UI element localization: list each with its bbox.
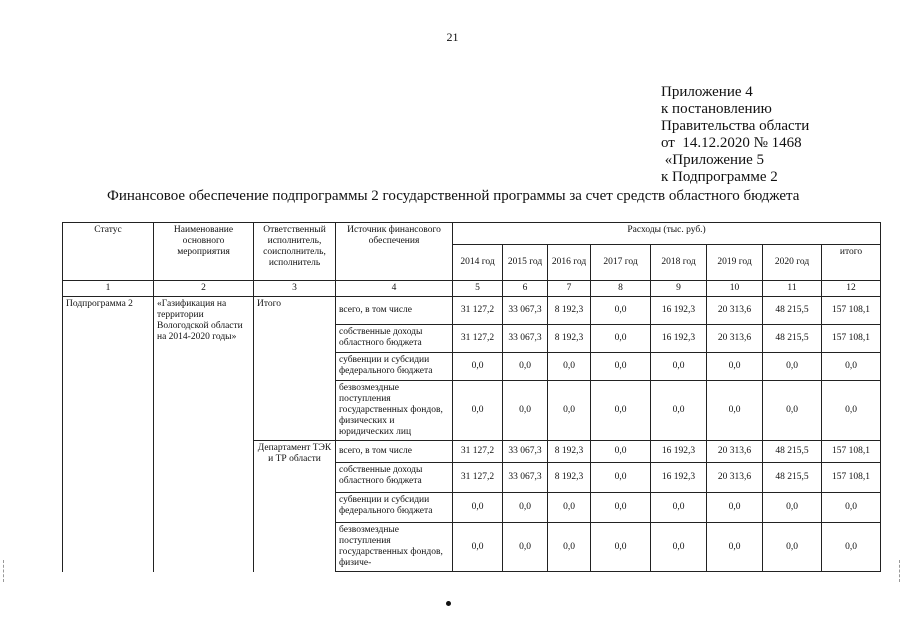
value-cell: 0,0	[707, 493, 763, 523]
appendix-line: к постановлению	[661, 101, 772, 117]
value-cell: 48 215,5	[763, 297, 822, 325]
value-cell: 0,0	[591, 523, 651, 572]
value-cell: 0,0	[591, 493, 651, 523]
column-number: 6	[503, 281, 548, 297]
header-year: 2017 год	[591, 245, 651, 281]
value-cell: 0,0	[548, 353, 591, 381]
value-cell: 0,0	[822, 523, 881, 572]
value-cell: 0,0	[548, 523, 591, 572]
value-cell: 48 215,5	[763, 441, 822, 463]
column-number: 8	[591, 281, 651, 297]
value-cell: 0,0	[453, 523, 503, 572]
column-number: 4	[336, 281, 453, 297]
value-cell: 0,0	[503, 353, 548, 381]
value-cell: 0,0	[503, 493, 548, 523]
value-cell: 48 215,5	[763, 463, 822, 493]
header-year: 2018 год	[651, 245, 707, 281]
value-cell: 0,0	[822, 353, 881, 381]
value-cell: 0,0	[453, 493, 503, 523]
source-cell: собственные доходы областного бюджета	[336, 463, 453, 493]
executor-cell: Департамент ТЭК и ТР области	[254, 441, 336, 572]
page-number: 21	[446, 30, 459, 44]
status-cell: Подпрограмма 2	[63, 297, 154, 572]
table-row	[63, 297, 881, 325]
header-year: 2016 год	[548, 245, 591, 281]
column-number: 3	[254, 281, 336, 297]
value-cell: 0,0	[707, 523, 763, 572]
value-cell: 33 067,3	[503, 441, 548, 463]
value-cell: 157 108,1	[822, 463, 881, 493]
value-cell: 31 127,2	[453, 463, 503, 493]
value-cell: 0,0	[503, 381, 548, 441]
value-cell: 8 192,3	[548, 297, 591, 325]
value-cell: 16 192,3	[651, 463, 707, 493]
header-executor: Ответственный исполнитель, соисполнитель, исполнитель	[254, 223, 336, 281]
value-cell: 0,0	[453, 353, 503, 381]
value-cell: 0,0	[763, 523, 822, 572]
value-cell: 33 067,3	[503, 325, 548, 353]
value-cell: 0,0	[651, 353, 707, 381]
source-cell: субвенции и субсидии федерального бюджета	[336, 493, 453, 523]
value-cell: 0,0	[591, 381, 651, 441]
appendix-line: от 14.12.2020 № 1468	[661, 135, 802, 151]
value-cell: 0,0	[591, 325, 651, 353]
value-cell: 20 313,6	[707, 441, 763, 463]
column-number: 5	[453, 281, 503, 297]
source-cell: собственные доходы областного бюджета	[336, 325, 453, 353]
value-cell: 0,0	[591, 353, 651, 381]
value-cell: 33 067,3	[503, 297, 548, 325]
source-cell: безвозмездные поступления государственных фондов, физиче-	[336, 523, 453, 572]
value-cell: 0,0	[503, 523, 548, 572]
appendix-line: «Приложение 5	[661, 152, 765, 168]
header-year: 2020 год	[763, 245, 822, 281]
value-cell: 0,0	[651, 381, 707, 441]
header-status: Статус	[63, 223, 154, 281]
value-cell: 31 127,2	[453, 441, 503, 463]
value-cell: 0,0	[763, 381, 822, 441]
column-number: 7	[548, 281, 591, 297]
appendix-block	[661, 84, 809, 186]
column-number-row	[63, 281, 881, 297]
column-number: 1	[63, 281, 154, 297]
value-cell: 0,0	[822, 493, 881, 523]
value-cell: 16 192,3	[651, 325, 707, 353]
value-cell: 0,0	[707, 353, 763, 381]
value-cell: 20 313,6	[707, 463, 763, 493]
appendix-line: Правительства области	[661, 118, 810, 134]
scan-edge-mark	[3, 560, 7, 582]
source-cell: безвозмездные поступления государственных фондов, физических и юридических лиц	[336, 381, 453, 441]
document-title: Финансовое обеспечение подпрограммы 2 государственной программы за счет средств областного бюджета	[107, 188, 800, 204]
appendix-line: к Подпрограмме 2	[661, 169, 778, 185]
appendix-line: Приложение 4	[661, 84, 753, 100]
value-cell: 48 215,5	[763, 325, 822, 353]
header-year: 2015 год	[503, 245, 548, 281]
value-cell: 8 192,3	[548, 463, 591, 493]
header-expenses: Расходы (тыс. руб.)	[453, 223, 881, 245]
value-cell: 31 127,2	[453, 297, 503, 325]
source-cell: всего, в том числе	[336, 297, 453, 325]
value-cell: 0,0	[591, 441, 651, 463]
value-cell: 8 192,3	[548, 325, 591, 353]
column-number: 10	[707, 281, 763, 297]
value-cell: 0,0	[822, 381, 881, 441]
value-cell: 0,0	[453, 381, 503, 441]
value-cell: 0,0	[548, 493, 591, 523]
value-cell: 16 192,3	[651, 297, 707, 325]
value-cell: 20 313,6	[707, 297, 763, 325]
column-number: 12	[822, 281, 881, 297]
value-cell: 157 108,1	[822, 441, 881, 463]
value-cell: 20 313,6	[707, 325, 763, 353]
column-number: 9	[651, 281, 707, 297]
value-cell: 8 192,3	[548, 441, 591, 463]
value-cell: 0,0	[651, 493, 707, 523]
executor-cell: Итого	[254, 297, 336, 441]
header-source: Источник финансового обеспечения	[336, 223, 453, 281]
measure-name-cell: «Газификация на территории Вологодской области на 2014-2020 годы»	[154, 297, 254, 572]
column-number: 2	[154, 281, 254, 297]
header-name: Наименование основного мероприятия	[154, 223, 254, 281]
scan-edge-mark	[899, 560, 903, 582]
source-cell: субвенции и субсидии федерального бюджета	[336, 353, 453, 381]
value-cell: 0,0	[707, 381, 763, 441]
column-number: 11	[763, 281, 822, 297]
value-cell: 16 192,3	[651, 441, 707, 463]
header-year: 2014 год	[453, 245, 503, 281]
source-cell: всего, в том числе	[336, 441, 453, 463]
value-cell: 0,0	[548, 381, 591, 441]
value-cell: 31 127,2	[453, 325, 503, 353]
value-cell: 0,0	[763, 493, 822, 523]
value-cell: 33 067,3	[503, 463, 548, 493]
financing-table	[62, 222, 881, 572]
scan-dot-mark	[446, 601, 451, 606]
value-cell: 157 108,1	[822, 297, 881, 325]
value-cell: 0,0	[591, 463, 651, 493]
value-cell: 0,0	[651, 523, 707, 572]
header-year: 2019 год	[707, 245, 763, 281]
header-total: итого	[822, 245, 881, 281]
value-cell: 0,0	[763, 353, 822, 381]
value-cell: 157 108,1	[822, 325, 881, 353]
value-cell: 0,0	[591, 297, 651, 325]
